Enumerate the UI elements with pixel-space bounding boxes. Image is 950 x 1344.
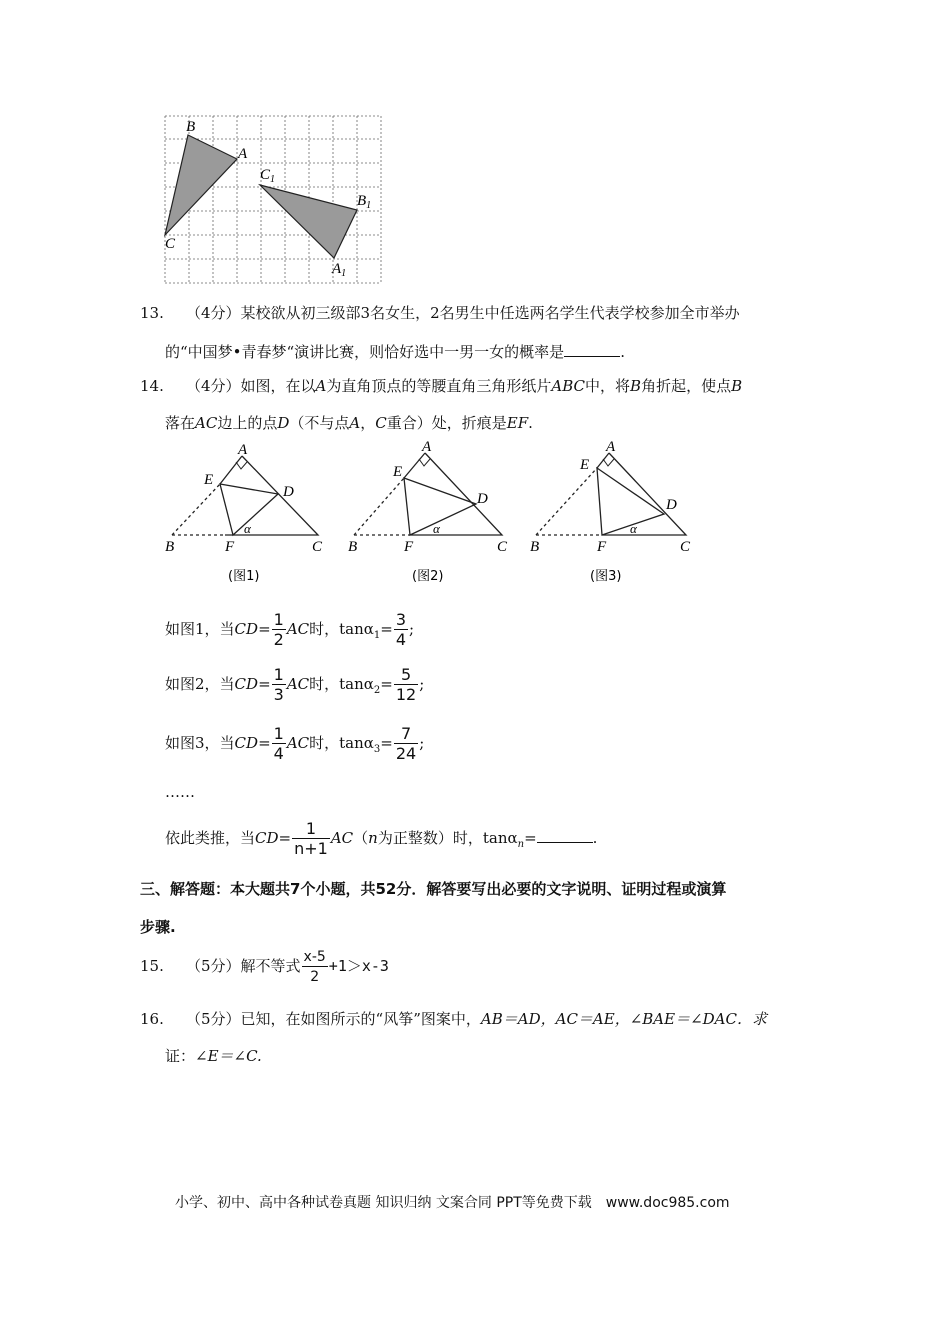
case-1: 如图1，当CD= $\frac{1}{2}$ AC时，tanα$_1$= $\frac{3}{4}$ ; bbox=[165, 609, 415, 649]
svg-text:(图3): (图3) bbox=[590, 569, 622, 584]
label-c1: $C_1$ bbox=[260, 167, 276, 185]
folding-figures bbox=[160, 438, 710, 588]
svg-text:(图2): (图2) bbox=[412, 569, 444, 584]
q13-number: 13. bbox=[140, 304, 164, 322]
q14-line1: （4分）如图，在以A为直角顶点的等腰直角三角形纸片ABC中，将B角折起，使点B bbox=[186, 377, 743, 395]
answer-blank[interactable] bbox=[537, 828, 593, 843]
svg-text:(图1): (图1) bbox=[228, 569, 260, 584]
label-b: B bbox=[186, 119, 196, 135]
svg-text:D: D bbox=[283, 484, 294, 500]
q13-end: . bbox=[620, 343, 625, 361]
q15-number: 15. bbox=[140, 957, 164, 975]
label-b1: $B_1$ bbox=[357, 193, 372, 211]
answer-blank[interactable] bbox=[564, 342, 620, 357]
svg-text:F: F bbox=[404, 539, 414, 555]
svg-text:C: C bbox=[312, 539, 323, 555]
q14-number: 14. bbox=[140, 377, 164, 395]
svg-text:F: F bbox=[225, 539, 235, 555]
svg-text:C: C bbox=[497, 539, 508, 555]
svg-text:B: B bbox=[348, 539, 358, 555]
case-2: 如图2，当CD= $\frac{1}{3}$ AC时，tanα$_2$= $\frac{5}{12}$ ; bbox=[165, 664, 425, 704]
q15-text: （5分）解不等式 $\frac{x-5}{2}$ +1＞x-3 bbox=[186, 948, 389, 985]
q13-line1: （4分）某校欲从初三级部3名女生，2名男生中任选两名学生代表学校参加全市举办 bbox=[186, 304, 740, 322]
svg-text:B: B bbox=[530, 539, 540, 555]
svg-text:α: α bbox=[433, 521, 440, 536]
page-footer: 小学、初中、高中各种试卷真题 知识归纳 文案合同 PPT等免费下载 www.doc985.com bbox=[175, 1195, 730, 1211]
label-a: A bbox=[238, 146, 248, 162]
svg-text:E: E bbox=[580, 457, 590, 473]
label-a1: $A_1$ bbox=[332, 261, 347, 279]
ellipsis: …… bbox=[165, 783, 195, 801]
svg-text:B: B bbox=[165, 539, 175, 555]
svg-text:A: A bbox=[238, 442, 248, 458]
svg-text:E: E bbox=[204, 472, 214, 488]
svg-text:α: α bbox=[630, 521, 637, 536]
svg-text:A: A bbox=[422, 439, 432, 455]
q16-number: 16. bbox=[140, 1010, 164, 1028]
q16-line1: （5分）已知，在如图所示的“风筝”图案中，AB＝AD，AC＝AE，∠BAE＝∠DAC．求 bbox=[186, 1010, 767, 1028]
svg-text:E: E bbox=[393, 464, 403, 480]
section-3-heading: 三、解答题：本大题共7个小题，共52分．解答要写出必要的文字说明、证明过程或演算 bbox=[140, 880, 727, 898]
q13-line2 bbox=[165, 342, 625, 362]
case-3: 如图3，当CD= $\frac{1}{4}$ AC时，tanα$_3$= $\frac{7}{24}$ ; bbox=[165, 723, 425, 763]
q16-line2: 证：∠E＝∠C. bbox=[165, 1047, 262, 1065]
triangle-abc bbox=[165, 135, 237, 235]
svg-text:D: D bbox=[477, 491, 488, 507]
label-c: C bbox=[165, 236, 176, 252]
triangle-a1b1c1 bbox=[260, 185, 357, 258]
q14-line2: 落在AC边上的点D（不与点A，C重合）处，折痕是EF. bbox=[165, 414, 533, 432]
svg-text:F: F bbox=[597, 539, 607, 555]
section-3-heading-cont: 步骤. bbox=[140, 918, 176, 936]
q13-line2-text: 的“中国梦•青春梦“演讲比赛，则恰好选中一男一女的概率是 bbox=[165, 343, 565, 361]
svg-text:C: C bbox=[680, 539, 691, 555]
figure-3 bbox=[536, 453, 686, 535]
svg-text:A: A bbox=[606, 439, 616, 455]
svg-text:D: D bbox=[666, 497, 677, 513]
general-case: 依此类推，当CD= $\frac{1}{n+1}$ AC（n为正整数）时，tanα$_n$= . bbox=[165, 818, 598, 858]
svg-text:α: α bbox=[244, 521, 251, 536]
grid-triangles-figure bbox=[164, 115, 382, 285]
